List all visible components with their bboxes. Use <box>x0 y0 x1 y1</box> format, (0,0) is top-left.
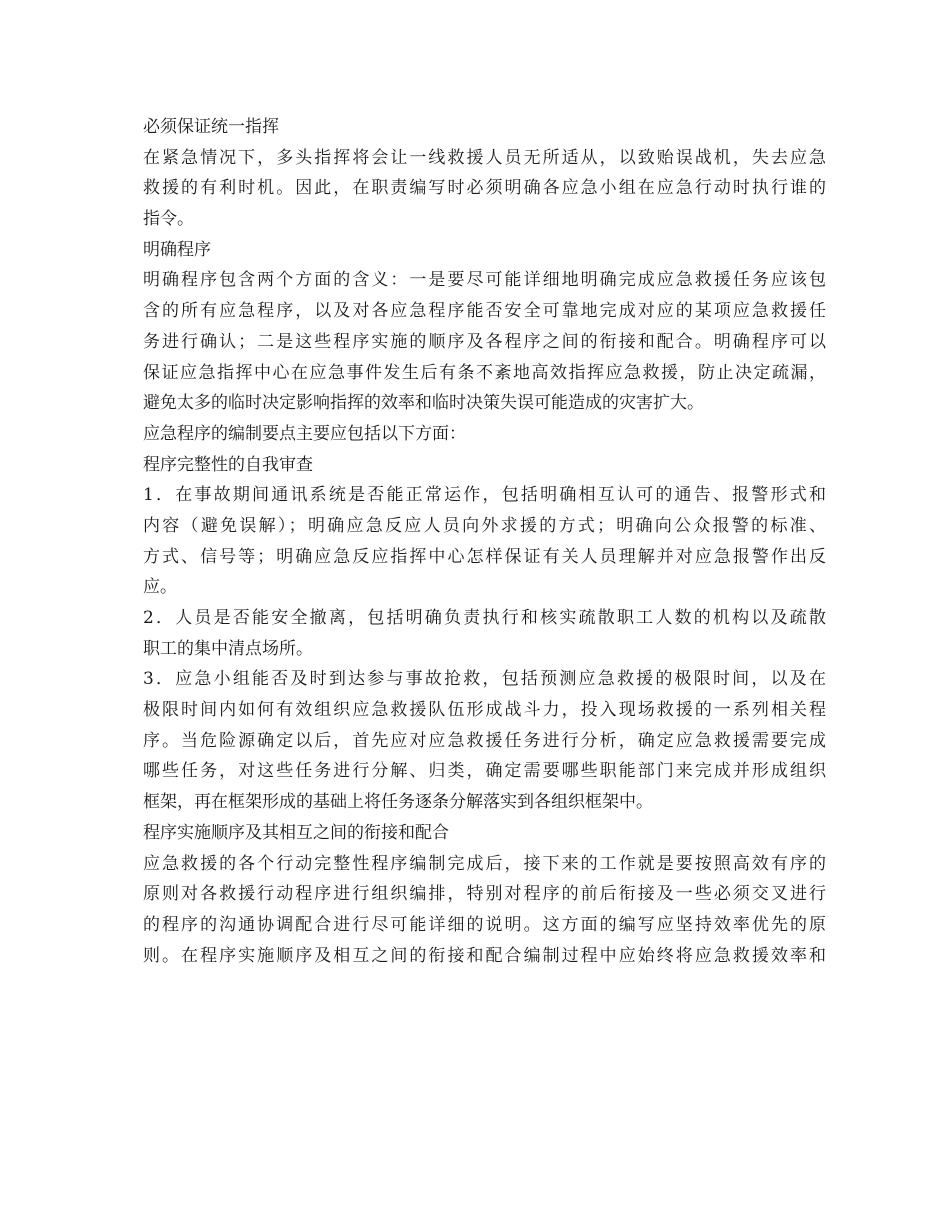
text-line: 职工的集中清点场所。 <box>143 638 313 659</box>
text-line: 应急救援的各个行动完整性程序编制完成后，接下来的工作就是要按照高效有序的 <box>143 853 826 874</box>
text-line: 明确程序包含两个方面的含义：一是要尽可能详细地明确完成应急救援任务应该包 <box>143 270 826 291</box>
text-line: 程序完整性的自我审查 <box>143 454 313 475</box>
text-line: 避免太多的临时决定影响指挥的效率和临时决策失误可能造成的灾害扩大。 <box>143 393 704 414</box>
text-line: 救援的有利时机。因此，在职责编写时必须明确各应急小组在应急行动时执行谁的 <box>143 178 826 199</box>
text-line: 指令。 <box>143 209 194 230</box>
text-line: 框架，再在框架形成的基础上将任务逐条分解落实到各组织框架中。 <box>143 792 653 813</box>
text-line: 序。当危险源确定以后，首先应对应急救援任务进行分析，确定应急救援需要完成 <box>143 730 826 751</box>
text-line: 则。在程序实施顺序及相互之间的衔接和配合编制过程中应始终将应急救援效率和 <box>143 945 826 966</box>
text-line: 含的所有应急程序，以及对各应急程序能否安全可靠地完成对应的某项应急救援任 <box>143 301 826 322</box>
text-line: 在紧急情况下，多头指挥将会让一线救援人员无所适从，以致贻误战机，失去应急 <box>143 147 826 168</box>
text-line: 3．应急小组能否及时到达参与事故抢救，包括预测应急救援的极限时间，以及在 <box>143 669 826 690</box>
text-line: 方式、信号等；明确应急反应指挥中心怎样保证有关人员理解并对应急报警作出反 <box>143 546 826 567</box>
text-line: 极限时间内如何有效组织应急救援队伍形成战斗力，投入现场救援的一系列相关程 <box>143 700 826 721</box>
text-line: 务进行确认；二是这些程序实施的顺序及各程序之间的衔接和配合。明确程序可以 <box>143 331 826 352</box>
text-line: 2．人员是否能安全撤离，包括明确负责执行和核实疏散职工人数的机构以及疏散 <box>143 608 826 628</box>
text-line: 内容（避免误解）；明确应急反应人员向外求援的方式；明确向公众报警的标准、 <box>143 515 826 536</box>
text-line: 必须保证统一指挥 <box>143 117 279 137</box>
text-line: 明确程序 <box>143 239 211 260</box>
text-line: 应急程序的编制要点主要应包括以下方面： <box>143 423 466 444</box>
text-line: 的程序的沟通协调配合进行尽可能详细的说明。这方面的编写应坚持效率优先的原 <box>143 914 826 935</box>
document-body <box>143 112 826 971</box>
text-line: 应。 <box>143 577 177 598</box>
text-line: 哪些任务，对这些任务进行分解、归类，确定需要哪些职能部门来完成并形成组织 <box>143 761 826 782</box>
text-line: 原则对各救援行动程序进行组织编排，特别对程序的前后衔接及一些必须交叉进行 <box>143 884 826 905</box>
text-line: 1．在事故期间通讯系统是否能正常运作，包括明确相互认可的通告、报警形式和 <box>143 485 826 506</box>
text-line: 程序实施顺序及其相互之间的衔接和配合 <box>143 822 449 843</box>
text-line: 保证应急指挥中心在应急事件发生后有条不紊地高效指挥应急救援，防止决定疏漏， <box>143 362 826 383</box>
